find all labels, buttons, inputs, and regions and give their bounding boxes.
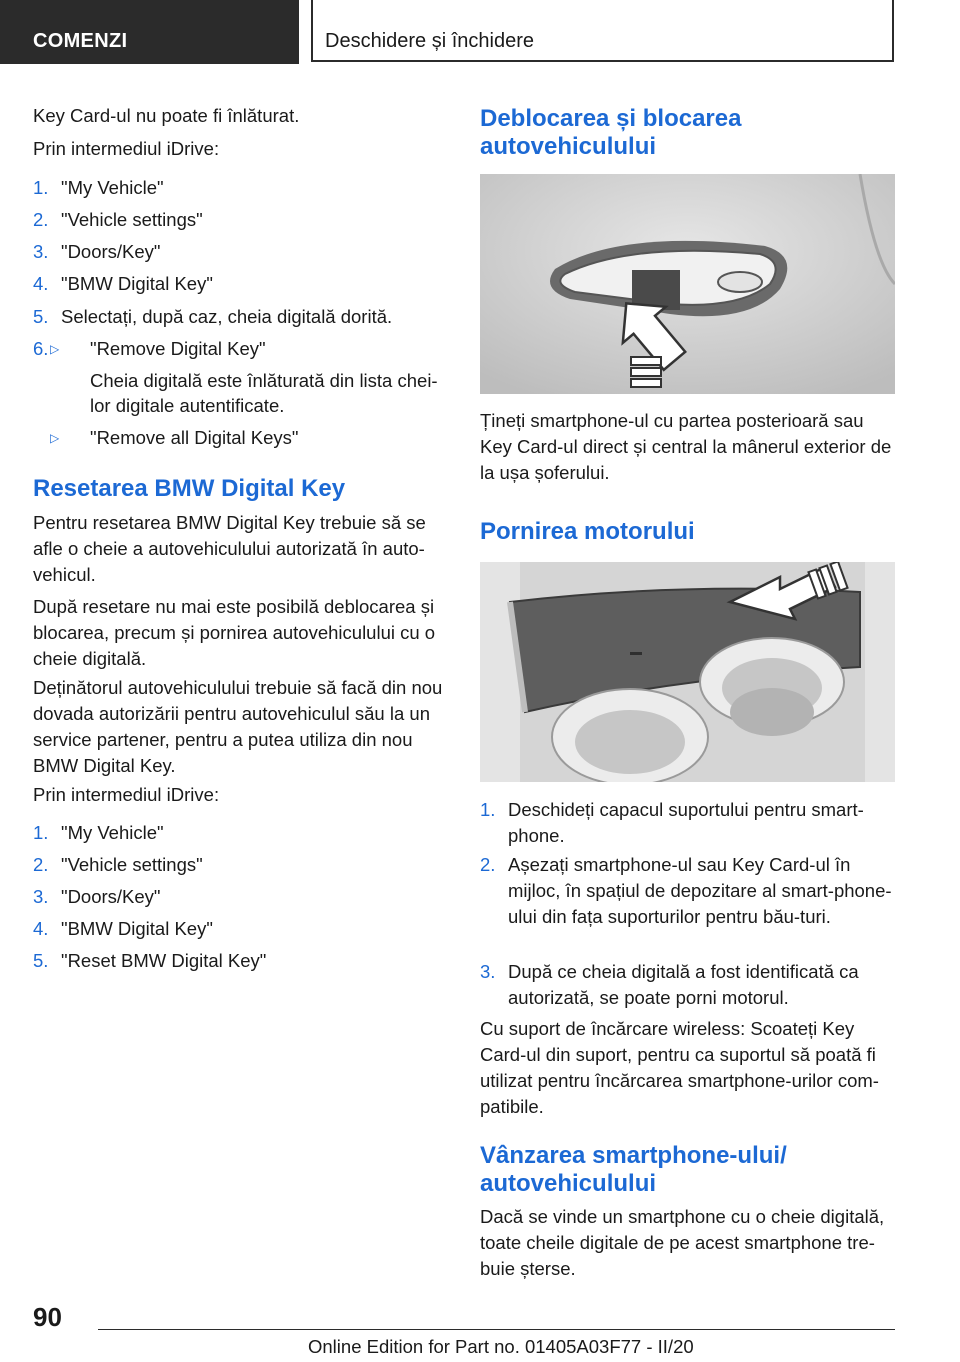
section-tab xyxy=(0,0,299,64)
section-heading: autovehiculului xyxy=(480,133,657,160)
cupholder-illustration xyxy=(480,562,895,782)
section-heading: Deblocarea și blocarea xyxy=(480,105,742,132)
triangle-bullet-icon: ▷ xyxy=(50,342,60,356)
paragraph: Cu suport de încărcare wireless: Scoateți Key Card-ul din suport, pentru ca suportul să poată fi utilizat pentru încărcarea smartphone-urilor com-patibile. xyxy=(480,1018,879,1117)
paragraph: Dacă se vinde un smartphone cu o cheie digitală, toate cheile digitale de pe acest smartphone tre-buie șterse. xyxy=(480,1206,885,1279)
chapter-title: Deschidere și închidere xyxy=(325,30,534,52)
paragraph: Prin intermediul iDrive: xyxy=(33,138,220,159)
sub-item-text: "Remove Digital Key" xyxy=(90,338,266,359)
paragraph: Țineți smartphone-ul cu partea posterioară sau Key Card-ul direct și central la mânerul exterior de la ușa șoferului. xyxy=(480,410,892,483)
sub-item-note: Cheia digitală este înlăturată din lista chei- xyxy=(90,370,438,391)
paragraph: Deținătorul autovehiculului trebuie să facă din nou dovada autorizării pentru autovehiculul său la un service partener, pentru a putea utiliza din nou BMW Digital Key. xyxy=(33,677,443,776)
footer-divider xyxy=(98,1329,895,1330)
paragraph: Pentru resetarea BMW Digital Key trebuie să se afle o cheie a autovehiculului autorizată în auto-vehicul. xyxy=(33,512,426,585)
section-heading: Resetarea BMW Digital Key xyxy=(33,475,346,502)
door-handle-illustration xyxy=(480,174,895,394)
sub-item-text: "Remove all Digital Keys" xyxy=(90,427,299,448)
section-heading: Pornirea motorului xyxy=(480,518,695,545)
chapter-tab xyxy=(311,0,894,62)
section-title: COMENZI xyxy=(33,30,128,52)
triangle-bullet-icon: ▷ xyxy=(50,431,60,445)
section-heading: Vânzarea smartphone-ului/ xyxy=(480,1142,787,1169)
cupholder-image xyxy=(480,562,895,782)
page-number: 90 xyxy=(33,1302,62,1332)
footer-edition: Online Edition for Part no. 01405A03F77 - II/20 xyxy=(308,1336,694,1357)
door-handle-image xyxy=(480,174,895,394)
section-heading: autovehiculului xyxy=(480,1170,657,1197)
paragraph: Prin intermediul iDrive: xyxy=(33,784,220,805)
paragraph: Key Card-ul nu poate fi înlăturat. xyxy=(33,105,300,126)
paragraph: După resetare nu mai este posibilă deblocarea și blocarea, precum și pornirea autovehiculului cu o cheie digitală. xyxy=(33,596,436,669)
sub-item-note: lor digitale autentificate. xyxy=(90,395,285,416)
